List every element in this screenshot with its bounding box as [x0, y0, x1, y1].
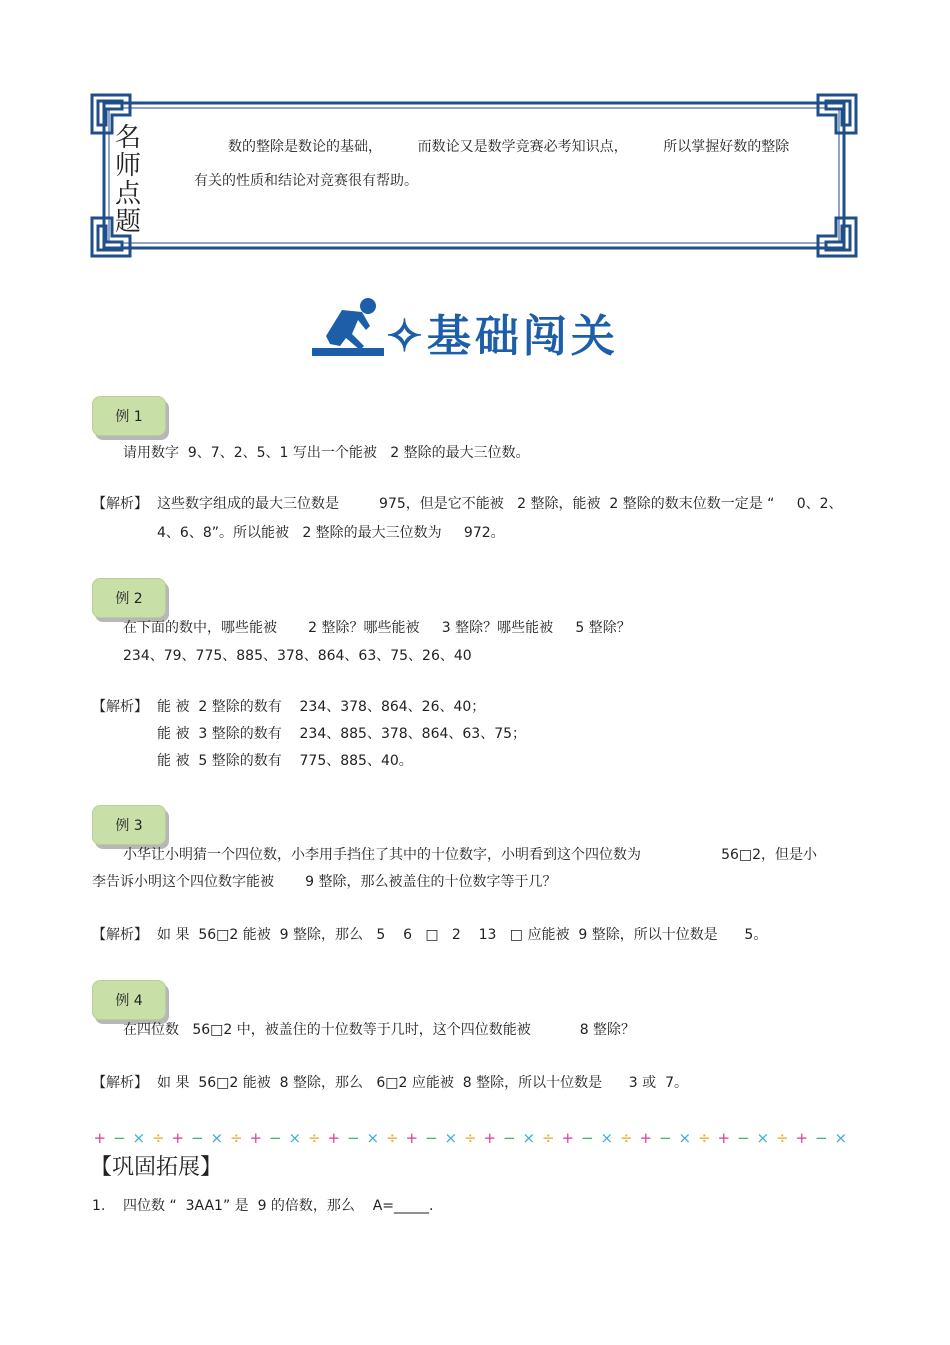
separator-symbol: ×: [444, 1129, 458, 1147]
separator-symbol: ÷: [775, 1129, 789, 1147]
separator-symbol: ×: [600, 1129, 614, 1147]
example-4-analysis: 如 果 56□2 能被 8 整除，那么 6□2 应能被 8 整除，所以十位数是 3 或 7。: [157, 1075, 688, 1091]
separator-symbol: +: [639, 1129, 653, 1147]
separator-symbol: ×: [756, 1129, 770, 1147]
separator-symbol: ×: [522, 1129, 536, 1147]
banner-title: ✧基础闯关: [386, 311, 619, 362]
example-2-analysis-line-2: 能 被 3 整除的数有 234、885、378、864、63、75；: [157, 726, 527, 742]
example-2-numbers: 234、79、775、885、378、864、63、75、26、40: [123, 648, 472, 664]
example-3-analysis: 如 果 56□2 能被 9 整除，那么 5 6 □ 2 13 □ 应能被 9 整除，所以十位数是 5。: [157, 927, 768, 943]
separator-symbol: ÷: [697, 1129, 711, 1147]
separator-symbol: +: [171, 1129, 185, 1147]
example-1-analysis-line-1: 这些数字组成的最大三位数是 975，但是它不能被 2 整除，能被 2 整除的数末位数一定是 “ 0、2、: [157, 496, 843, 512]
separator-symbol: −: [502, 1129, 516, 1147]
section-title: 【巩固拓展】: [90, 1155, 223, 1180]
label-char: 名: [114, 123, 141, 153]
separator-symbol: −: [190, 1129, 204, 1147]
separator-symbol: +: [249, 1129, 263, 1147]
example-tag-4: 例 4: [92, 980, 166, 1020]
separator-symbol: ÷: [229, 1129, 243, 1147]
teacher-tips-label: [113, 124, 143, 236]
separator-symbol: ÷: [385, 1129, 399, 1147]
example-1-analysis-line-2: 4、6、8”。所以能被 2 整除的最大三位数为 972。: [157, 525, 505, 541]
separator-symbol: +: [561, 1129, 575, 1147]
exercise-text: 四位数 “ 3AA1” 是 9 的倍数，那么 A=_____.: [123, 1198, 434, 1214]
separator-symbol: ÷: [151, 1129, 165, 1147]
label-char: 点: [114, 179, 141, 209]
separator-symbol: −: [580, 1129, 594, 1147]
separator-symbol: −: [736, 1129, 750, 1147]
separator-symbol: ×: [288, 1129, 302, 1147]
example-4-question: 在四位数 56□2 中，被盖住的十位数等于几时，这个四位数能被 8 整除？: [123, 1022, 636, 1038]
separator-symbol: ×: [366, 1129, 380, 1147]
teacher-tips-line-2: 有关的性质和结论对竞赛很有帮助。: [194, 173, 418, 189]
separator-symbol: +: [795, 1129, 809, 1147]
separator-symbol: ÷: [463, 1129, 477, 1147]
separator-symbol: +: [483, 1129, 497, 1147]
analysis-label-4: 【解析】: [92, 1075, 148, 1091]
separator-symbol: −: [424, 1129, 438, 1147]
example-2-analysis-line-1: 能 被 2 整除的数有 234、378、864、26、40；: [157, 699, 486, 715]
separator-symbol: ×: [834, 1129, 848, 1147]
example-2-question: 在下面的数中，哪些能被 2 整除？哪些能被 3 整除？哪些能被 5 整除？: [123, 620, 631, 636]
example-tag-1: 例 1: [92, 396, 166, 436]
example-3-question-line-1: 小华让小明猜一个四位数，小李用手挡住了其中的十位数字，小明看到这个四位数为 56□2，但是小: [123, 847, 818, 863]
analysis-label-2: 【解析】: [92, 699, 148, 715]
runner-icon: [312, 296, 384, 358]
separator-symbol: +: [93, 1129, 107, 1147]
label-char: 师: [114, 151, 141, 181]
math-symbol-separator: [90, 1128, 860, 1148]
example-3-question-line-2: 李告诉小明这个四位数字能被 9 整除，那么被盖住的十位数字等于几？: [92, 874, 557, 890]
separator-symbol: ×: [678, 1129, 692, 1147]
separator-symbol: ÷: [619, 1129, 633, 1147]
separator-symbol: ÷: [307, 1129, 321, 1147]
example-1-question: 请用数字 9、7、2、5、1 写出一个能被 2 整除的最大三位数。: [123, 445, 530, 461]
separator-symbol: +: [327, 1129, 341, 1147]
example-tag-3: 例 3: [92, 805, 166, 845]
example-tag-2: 例 2: [92, 578, 166, 618]
separator-symbol: ÷: [541, 1129, 555, 1147]
separator-symbol: +: [717, 1129, 731, 1147]
separator-symbol: ×: [132, 1129, 146, 1147]
example-2-analysis-line-3: 能 被 5 整除的数有 775、885、40。: [157, 753, 413, 769]
label-char: 题: [114, 207, 141, 237]
analysis-label-1: 【解析】: [92, 496, 148, 512]
separator-symbol: −: [112, 1129, 126, 1147]
exercise-number: 1.: [92, 1198, 106, 1214]
analysis-label-3: 【解析】: [92, 927, 148, 943]
separator-symbol: ×: [210, 1129, 224, 1147]
teacher-tips-line-1: 数的整除是数论的基础， 而数论又是数学竞赛必考知识点， 所以掌握好数的整除: [228, 139, 790, 155]
section-banner: [312, 296, 632, 360]
separator-symbol: −: [814, 1129, 828, 1147]
separator-symbol: −: [268, 1129, 282, 1147]
separator-symbol: −: [658, 1129, 672, 1147]
separator-symbol: −: [346, 1129, 360, 1147]
separator-symbol: +: [405, 1129, 419, 1147]
